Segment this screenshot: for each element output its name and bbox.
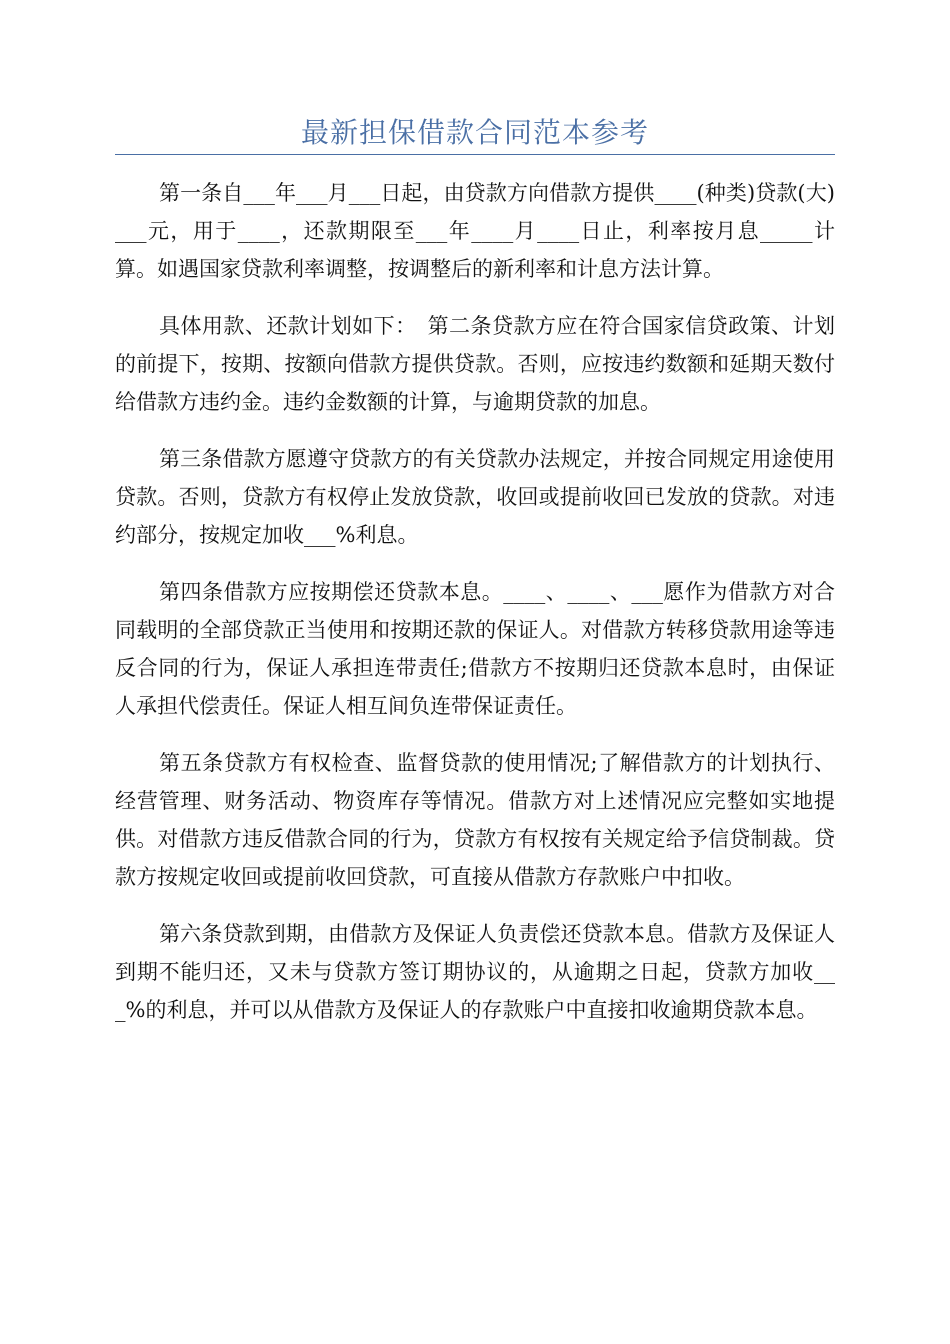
paragraph-article-1: 第一条自___年___月___日起，由贷款方向借款方提供____(种类)贷款(大)___元，用于____，还款期限至___年____月____日止，利率按月息_____计算。如遇国家贷款利率调整，按调整后的新利率和计息方法计算。 [115,181,835,281]
title-underline [115,154,835,155]
paragraph-article-5: 第五条贷款方有权检查、监督贷款的使用情况;了解借款方的计划执行、经营管理、财务活动、物资库存等情况。借款方对上述情况应完整如实地提供。对借款方违反借款合同的行为，贷款方有权按有关规定给予信贷制裁。贷款方按规定收回或提前收回贷款，可直接从借款方存款账户中扣收。 [115,751,835,889]
document-title: 最新担保借款合同范本参考 [300,116,649,149]
document-body [115,174,835,1048]
paragraph-article-3: 第三条借款方愿遵守贷款方的有关贷款办法规定，并按合同规定用途使用贷款。否则，贷款方有权停止发放贷款，收回或提前收回已发放的贷款。对违约部分，按规定加收___%利息。 [115,447,835,547]
paragraph-article-4: 第四条借款方应按期偿还贷款本息。____、____、___愿作为借款方对合同载明的全部贷款正当使用和按期还款的保证人。对借款方转移贷款用途等违反合同的行为，保证人承担连带责任;借款方不按期归还贷款本息时，由保证人承担代偿责任。保证人相互间负连带保证责任。 [115,580,835,718]
paragraph-article-6: 第六条贷款到期，由借款方及保证人负责偿还贷款本息。借款方及保证人到期不能归还，又未与贷款方签订期协议的，从逾期之日起，贷款方加收___%的利息，并可以从借款方及保证人的存款账户中直接扣收逾期贷款本息。 [115,922,835,1022]
paragraph-article-2: 具体用款、还款计划如下： 第二条贷款方应在符合国家信贷政策、计划的前提下，按期、按额向借款方提供贷款。否则，应按违约数额和延期天数付给借款方违约金。违约金数额的计算，与逾期贷款的加息。 [115,314,835,414]
